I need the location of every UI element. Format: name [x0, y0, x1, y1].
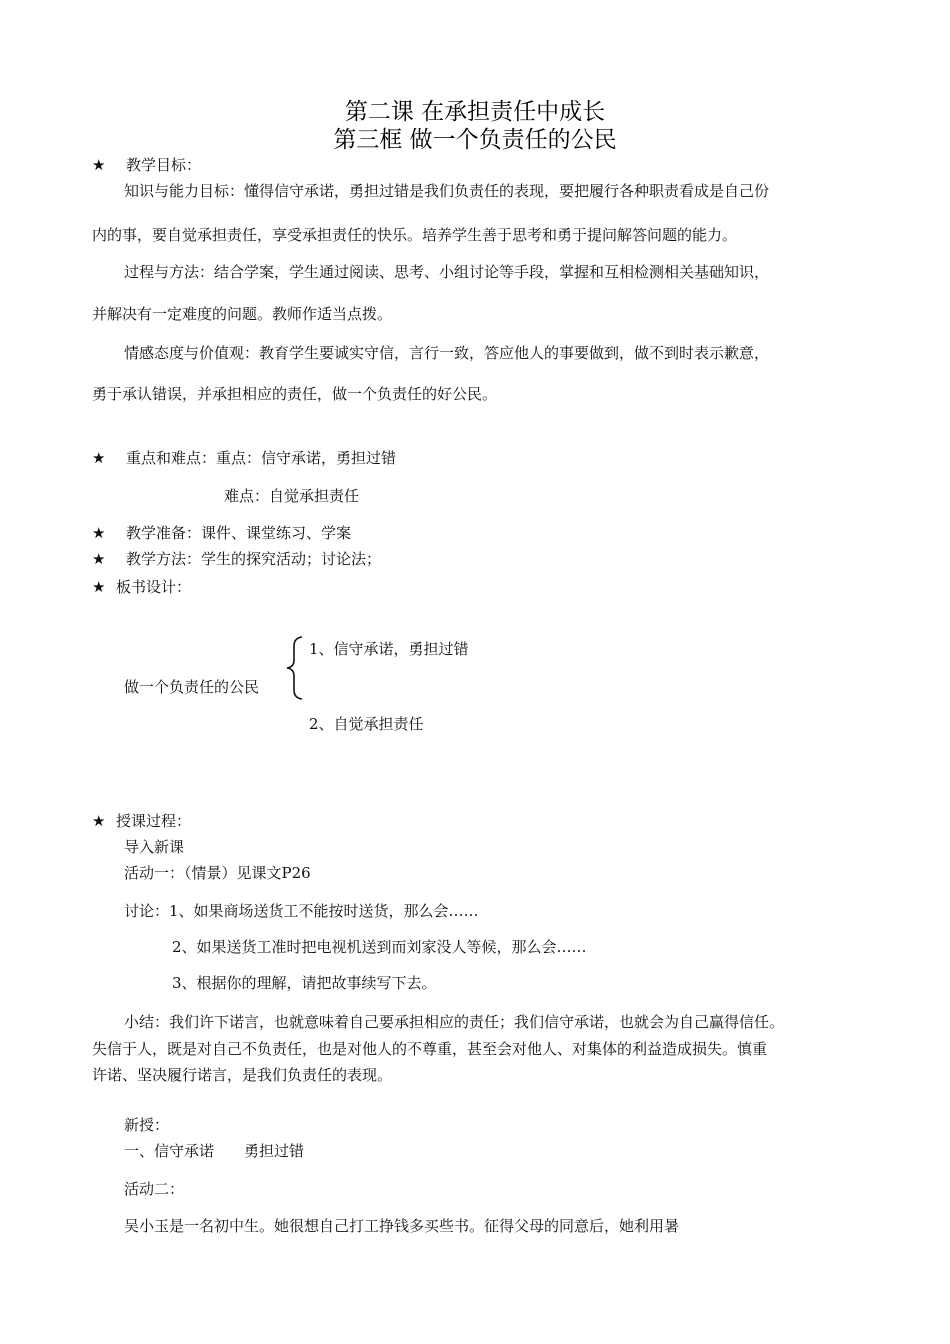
star-bullet: ★ [92, 156, 106, 174]
discussion-2: 2、如果送货工准时把电视机送到而刘家没人等候，那么会…… [172, 938, 587, 956]
new-lesson-label: 新授： [124, 1116, 170, 1134]
board-center: 做一个负责任的公民 [124, 678, 260, 696]
activity-one: 活动一：（情景）见课文P26 [124, 864, 311, 882]
section-title: 第三框 做一个负责任的公民 [333, 127, 617, 153]
star-bullet: ★ [92, 578, 106, 596]
lesson-title: 第二课 在承担责任中成长 [344, 99, 606, 125]
process-objective-line2: 并解决有一定难度的问题。教师作适当点拨。 [92, 305, 393, 323]
emotion-objective-line1: 情感态度与价值观：教育学生要诚实守信，言行一致，答应他人的事要做到，做不到时表示歉意， [124, 344, 770, 362]
discussion-1: 讨论：1、如果商场送货工不能按时送货，那么会…… [124, 902, 479, 920]
board-item-2: 2、自觉承担责任 [309, 715, 424, 733]
board-item-1: 1、信守承诺，勇担过错 [309, 640, 469, 658]
activity-two: 活动二： [124, 1180, 185, 1198]
key-points: ★ 重点和难点：重点：信守承诺，勇担过错 [92, 449, 397, 467]
star-bullet: ★ [92, 550, 106, 568]
difficult-point: 难点：自觉承担责任 [224, 487, 360, 505]
process-heading: ★ 授课过程： [92, 812, 192, 830]
process-objective-line1: 过程与方法：结合学案，学生通过阅读、思考、小组讨论等手段，掌握和互相检测相关基础知识， [124, 263, 770, 281]
star-bullet: ★ [92, 449, 106, 467]
teaching-method: ★ 教学方法：学生的探究活动；讨论法； [92, 550, 382, 568]
section-one-heading: 一、信守承诺 勇担过错 [124, 1142, 305, 1160]
star-bullet: ★ [92, 812, 106, 830]
knowledge-objective-line1: 知识与能力目标：懂得信守承诺，勇担过错是我们负责任的表现，要把履行各种职责看成是自己份 [124, 182, 770, 200]
emotion-objective-line2: 勇于承认错误，并承担相应的责任，做一个负责任的好公民。 [92, 385, 498, 403]
star-bullet: ★ [92, 524, 106, 542]
story-paragraph: 吴小玉是一名初中生。她很想自己打工挣钱多买些书。征得父母的同意后，她利用暑 [124, 1217, 680, 1235]
teaching-preparation: ★ 教学准备：课件、课堂练习、学案 [92, 524, 352, 542]
objectives-heading: ★ 教学目标： [92, 156, 202, 174]
summary-line2: 失信于人，既是对自己不负责任，也是对他人的不尊重，甚至会对他人、对集体的利益造成损失。慎重 [92, 1040, 768, 1058]
knowledge-objective-line2: 内的事，要自觉承担责任，享受承担责任的快乐。培养学生善于思考和勇于提问解答问题的能力。 [92, 226, 738, 244]
board-design-heading: ★ 板书设计： [92, 578, 192, 596]
curly-brace-icon [285, 636, 305, 700]
summary-line1: 小结：我们许下诺言，也就意味着自己要承担相应的责任；我们信守承诺，也就会为自己赢得信任。 [124, 1013, 785, 1031]
summary-line3: 许诺、坚决履行诺言，是我们负责任的表现。 [92, 1066, 393, 1084]
intro-label: 导入新课 [124, 838, 185, 856]
discussion-3: 3、根据你的理解，请把故事续写下去。 [172, 974, 437, 992]
